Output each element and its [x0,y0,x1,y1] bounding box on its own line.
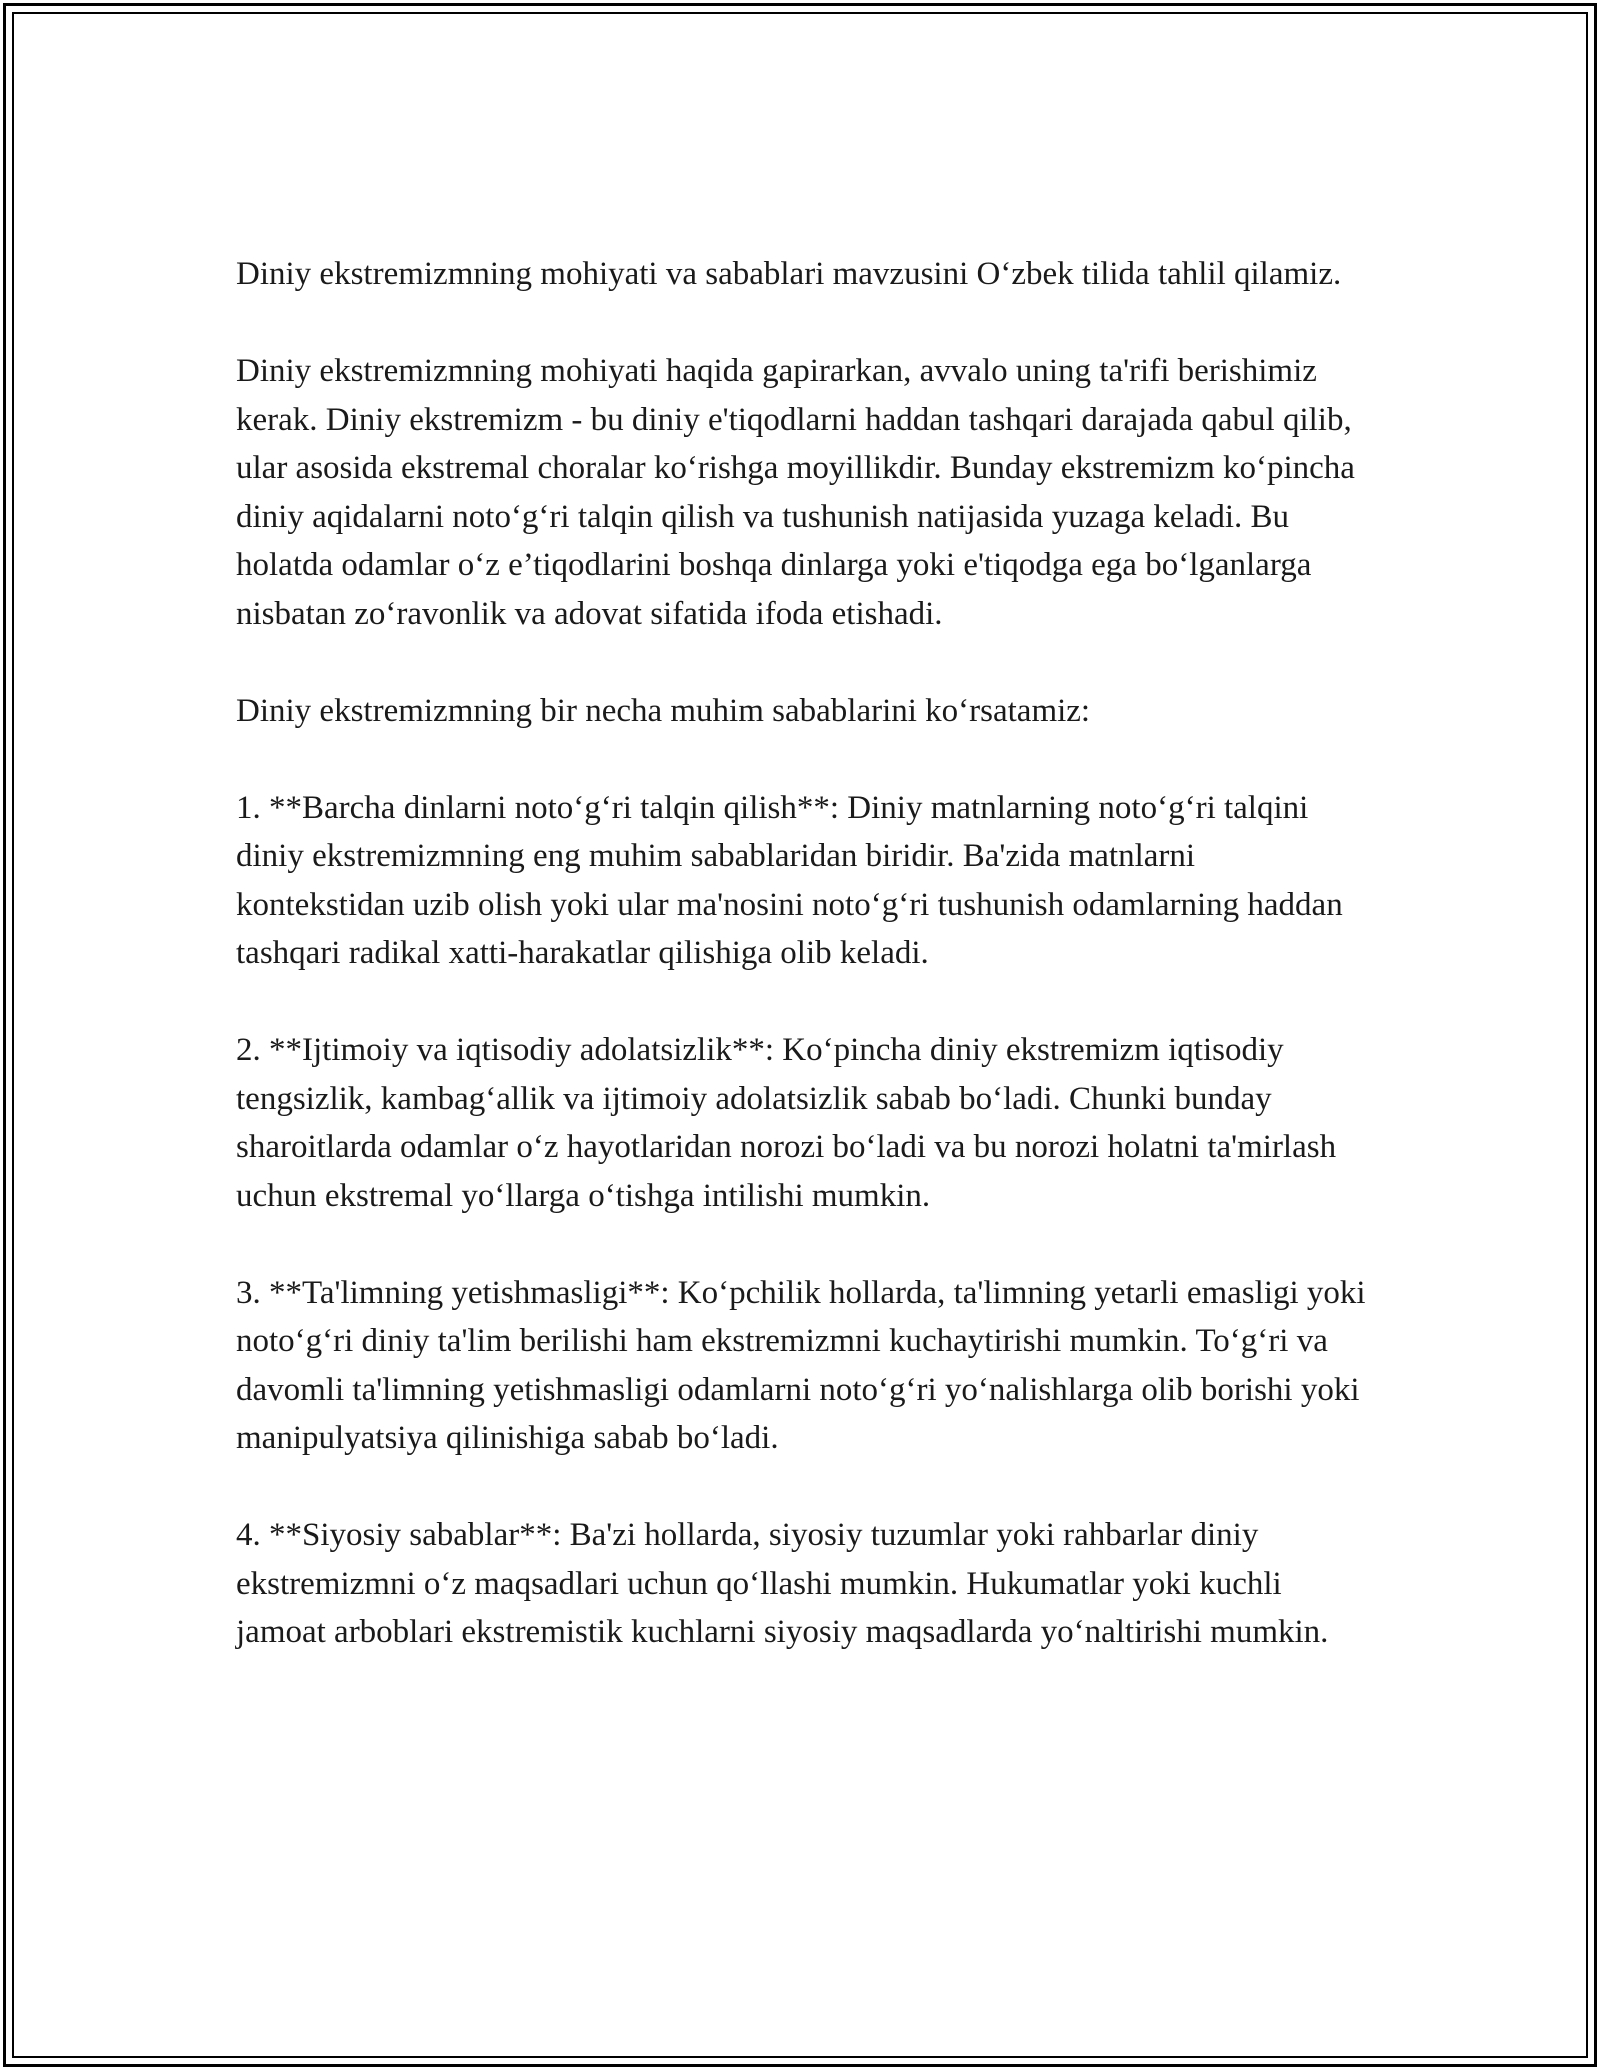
causes-intro-paragraph: Diniy ekstremizmning bir necha muhim sabablarini ko‘rsatamiz: [236,692,1091,729]
cause-item-1: 1. **Barcha dinlarni noto‘g‘ri talqin qilish**: Diniy matnlarning noto‘g‘ri talqini diniy ekstremizmning eng muhim sabablaridan biridir. Ba'zida matnlarni kontekstidan uzib olish yoki ular ma'nosini noto‘g‘ri tushunish odamlarning haddan tashqari radikal xatti-harakatlar qilishiga olib keladi. [236,789,1343,971]
definition-paragraph: Diniy ekstremizmning mohiyati haqida gapirarkan, avvalo uning ta'rifi berishimiz kerak. Diniy ekstremizm - bu diniy e'tiqodlarni haddan tashqari darajada qabul qilib, ular asosida ekstremal choralar ko‘rishga moyillikdir. Bunday ekstremizm ko‘pincha diniy aqidalarni noto‘g‘ri talqin qilish va tushunish natijasida yuzaga keladi. Bu holatda odamlar o‘z e’tiqodlarini boshqa dinlarga yoki e'tiqodga ega bo‘lganlarga nisbatan zo‘ravonlik va adovat sifatida ifoda etishadi. [236,353,1355,632]
intro-paragraph: Diniy ekstremizmning mohiyati va sabablari mavzusini O‘zbek tilida tahlil qilamiz. [236,256,1342,292]
document-body [236,250,1366,1657]
cause-item-2: 2. **Ijtimoiy va iqtisodiy adolatsizlik**: Ko‘pincha diniy ekstremizm iqtisodiy tengsizlik, kambag‘allik va ijtimoiy adolatsizlik sabab bo‘ladi. Chunki bunday sharoitlarda odamlar o‘z hayotlaridan norozi bo‘ladi va bu norozi holatni ta'mirlash uchun ekstremal yo‘llarga o‘tishga intilishi mumkin. [236,1032,1337,1214]
cause-item-3: 3. **Ta'limning yetishmasligi**: Ko‘pchilik hollarda, ta'limning yetarli emasligi yoki noto‘g‘ri diniy ta'lim berilishi ham ekstremizmni kuchaytirishi mumkin. To‘g‘ri va davomli ta'limning yetishmasligi odamlarni noto‘g‘ri yo‘nalishlarga olib borishi yoki manipulyatsiya qilinishiga sabab bo‘ladi. [236,1274,1366,1456]
cause-item-4: 4. **Siyosiy sabablar**: Ba'zi hollarda, siyosiy tuzumlar yoki rahbarlar diniy ekstremizmni o‘z maqsadlari uchun qo‘llashi mumkin. Hukumatlar yoki kuchli jamoat arboblari ekstremistik kuchlarni siyosiy maqsadlarda yo‘naltirishi mumkin. [236,1517,1329,1650]
